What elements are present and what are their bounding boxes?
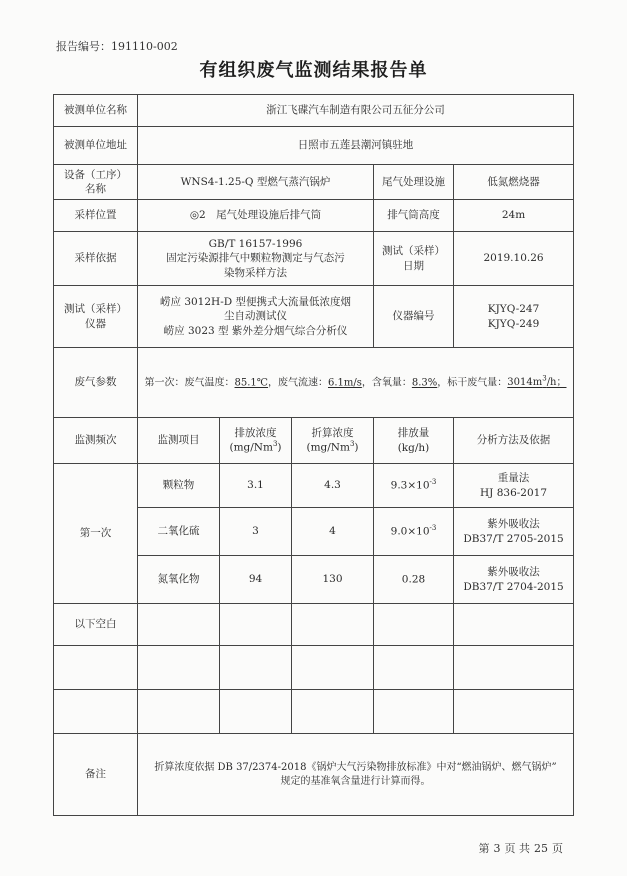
table-row bbox=[54, 604, 574, 646]
date-label-line: 测试（采样） bbox=[382, 245, 445, 258]
basis-line: GB/T 16157-1996 bbox=[208, 238, 303, 251]
table-row bbox=[54, 418, 574, 464]
temperature-value: 85.1℃ bbox=[234, 377, 268, 389]
remarks-line: 规定的基准氧含量进行计算而得。 bbox=[280, 775, 431, 787]
instrument-line: 崂应 3012H-D 型便携式大流量低浓度烟 bbox=[159, 296, 352, 309]
item-cell: 氮氧化物 bbox=[138, 556, 220, 604]
conv-cell: 130 bbox=[292, 556, 374, 604]
params-label: 废气参数 bbox=[54, 348, 138, 418]
report-number: 报告编号：191110-002 bbox=[56, 40, 178, 53]
basis-line: 染物采样方法 bbox=[224, 266, 287, 279]
instrument-label-line: 仪器 bbox=[85, 317, 106, 330]
unit-label: 被测单位名称 bbox=[54, 95, 138, 127]
method-cell: 紫外吸收法 DB37/T 2705-2015 bbox=[454, 508, 574, 556]
header-freq: 监测频次 bbox=[54, 418, 138, 464]
treatment-label: 尾气处理设施 bbox=[374, 165, 454, 200]
table-row bbox=[54, 127, 574, 165]
instrument-line: 尘自动测试仪 bbox=[224, 310, 287, 323]
blank-label: 以下空白 bbox=[54, 604, 138, 646]
item-cell: 颗粒物 bbox=[138, 464, 220, 508]
conv-cell: 4.3 bbox=[292, 464, 374, 508]
table-row bbox=[54, 348, 574, 418]
header-item: 监测项目 bbox=[138, 418, 220, 464]
basis-value bbox=[138, 232, 374, 286]
device-label-line: 名称 bbox=[85, 183, 106, 195]
remarks-label: 备注 bbox=[54, 734, 138, 816]
instrument-label-line: 测试（采样） bbox=[64, 303, 127, 316]
params-prefix: 第一次：废气温度： bbox=[144, 377, 235, 389]
table-row bbox=[54, 200, 574, 232]
unit-value: 浙江飞碟汽车制造有限公司五征分公司 bbox=[138, 95, 574, 127]
position-label: 采样位置 bbox=[54, 200, 138, 232]
height-value: 24m bbox=[454, 200, 574, 232]
table-row bbox=[54, 95, 574, 127]
std-volume-label: ，标干废气量： bbox=[437, 377, 508, 389]
instrument-label bbox=[54, 286, 138, 348]
item-cell: 二氧化硫 bbox=[138, 508, 220, 556]
rate-cell: 0.28 bbox=[374, 556, 454, 604]
header-conv: 折算浓度 (mg/Nm$^3$) bbox=[292, 418, 374, 464]
date-label bbox=[374, 232, 454, 286]
rate-cell: $9.3\times 10^{-3}$ bbox=[374, 464, 454, 508]
table-row bbox=[54, 734, 574, 816]
basis-line: 固定污染源排气中颗粒物测定与气态污 bbox=[166, 252, 345, 265]
conv-cell: 4 bbox=[292, 508, 374, 556]
date-label-line: 日期 bbox=[403, 259, 424, 272]
address-label: 被测单位地址 bbox=[54, 127, 138, 165]
device-label-line: 设备（工序） bbox=[64, 168, 127, 181]
instrument-no: KJYQ-247 bbox=[487, 303, 540, 316]
instrument-no-value bbox=[454, 286, 574, 348]
std-volume-value: $3014m^3/h$； bbox=[507, 375, 567, 389]
treatment-value: 低氮燃烧器 bbox=[454, 165, 574, 200]
instrument-no-label: 仪器编号 bbox=[374, 286, 454, 348]
date-value: 2019.10.26 bbox=[454, 232, 574, 286]
header-conc: 排放浓度 (mg/Nm$^3$) bbox=[220, 418, 292, 464]
table-row bbox=[54, 286, 574, 348]
device-value: WNS4-1.25-Q 型燃气蒸汽锅炉 bbox=[138, 165, 374, 200]
height-label: 排气筒高度 bbox=[374, 200, 454, 232]
address-value: 日照市五莲县潮河镇驻地 bbox=[138, 127, 574, 165]
oxygen-value: 8.3% bbox=[411, 377, 438, 389]
conc-cell: 3 bbox=[220, 508, 292, 556]
instrument-line: 崂应 3023 型 紫外差分烟气综合分析仪 bbox=[163, 324, 348, 337]
table-row bbox=[54, 165, 574, 200]
device-label bbox=[54, 165, 138, 200]
params-value bbox=[138, 348, 574, 418]
remarks-line: 折算浓度依据 DB 37/2374-2018《锅炉大气污染物排放标准》中对“燃油锅炉、燃气锅炉” bbox=[154, 762, 557, 773]
table-row bbox=[54, 690, 574, 734]
basis-label: 采样依据 bbox=[54, 232, 138, 286]
page-title: 有组织废气监测结果报告单 bbox=[199, 60, 428, 81]
flow-value: 6.1m/s bbox=[327, 377, 362, 389]
instrument-no: KJYQ-249 bbox=[487, 317, 540, 330]
flow-label: ，废气流速： bbox=[267, 377, 328, 389]
oxygen-label: ，含氧量： bbox=[361, 377, 412, 389]
report-table bbox=[53, 94, 574, 816]
header-rate: 排放量 (kg/h) bbox=[374, 418, 454, 464]
method-cell: 重量法 HJ 836-2017 bbox=[454, 464, 574, 508]
conc-cell: 94 bbox=[220, 556, 292, 604]
header-method: 分析方法及依据 bbox=[454, 418, 574, 464]
table-row bbox=[54, 232, 574, 286]
instrument-value bbox=[138, 286, 374, 348]
conc-cell: 3.1 bbox=[220, 464, 292, 508]
page-number: 第 3 页 共 25 页 bbox=[478, 842, 563, 855]
table-row bbox=[54, 464, 574, 508]
freq-value: 第一次 bbox=[54, 464, 138, 604]
position-value: ◎2 尾气处理设施后排气筒 bbox=[138, 200, 374, 232]
remarks-value bbox=[138, 734, 574, 816]
table-row bbox=[54, 646, 574, 690]
rate-cell: $9.0\times 10^{-3}$ bbox=[374, 508, 454, 556]
method-cell: 紫外吸收法 DB37/T 2704-2015 bbox=[454, 556, 574, 604]
